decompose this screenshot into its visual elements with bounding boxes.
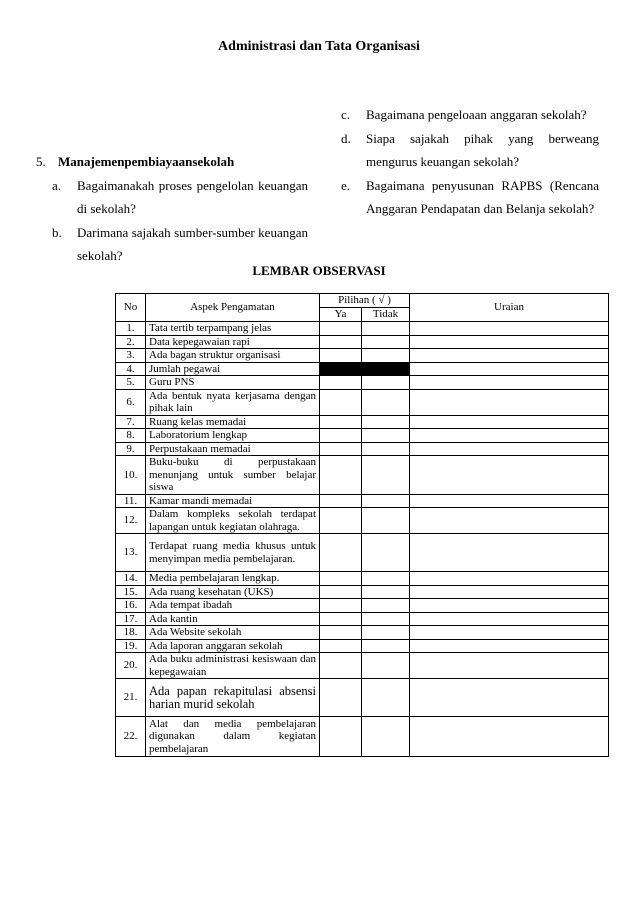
row-description[interactable] [410,335,609,349]
row-aspect: Laboratorium lengkap [146,429,320,443]
row-number: 12. [116,508,146,534]
section-heading [36,150,308,174]
row-number: 2. [116,335,146,349]
row-number: 15. [116,585,146,599]
row-description[interactable] [410,389,609,415]
row-number: 22. [116,717,146,757]
row-aspect: Ada bagan struktur organisasi [146,349,320,363]
checkbox-no[interactable] [362,456,410,495]
row-description[interactable] [410,639,609,653]
row-aspect: Data kepegawaian rapi [146,335,320,349]
question-text [366,127,599,174]
row-aspect: Ada bentuk nyata kerjasama dengan pihak lain [146,389,320,415]
checkbox-yes[interactable] [320,653,362,679]
table-row [116,376,609,390]
table-row [116,599,609,613]
row-aspect: Ada laporan anggaran sekolah [146,639,320,653]
table-row [116,456,609,495]
row-description[interactable] [410,456,609,495]
question-b [52,221,308,268]
checkbox-no[interactable] [362,572,410,586]
row-description[interactable] [410,679,609,717]
header-aspect: Aspek Pengamatan [146,294,320,322]
checkbox-no[interactable] [362,626,410,640]
question-line: Bagaimanakah proses pengelolan keuangan [77,177,308,193]
question-e [341,174,599,221]
row-number: 21. [116,679,146,717]
table-row [116,626,609,640]
row-description[interactable] [410,349,609,363]
checkbox-no[interactable] [362,442,410,456]
row-number: 7. [116,415,146,429]
header-description: Uraian [410,294,609,322]
checkbox-no[interactable] [362,585,410,599]
table-row [116,717,609,757]
table-row [116,429,609,443]
table-row [116,612,609,626]
observation-rows [116,322,609,757]
question-line: Bagaimana penyusunan RAPBS (Rencana [366,177,599,193]
row-number: 10. [116,456,146,495]
row-number: 1. [116,322,146,336]
table-row [116,389,609,415]
table-row [116,494,609,508]
row-description[interactable] [410,508,609,534]
table-row [116,534,609,572]
observation-title: LEMBAR OBSERVASI [252,263,386,278]
row-aspect: Terdapat ruang media khusus untuk menyimpan media pembelajaran. [146,534,320,572]
checkbox-yes[interactable] [320,322,362,336]
checkbox-no[interactable] [362,494,410,508]
row-description[interactable] [410,376,609,390]
row-number: 11. [116,494,146,508]
row-aspect: Ada ruang kesehatan (UKS) [146,585,320,599]
row-description[interactable] [410,442,609,456]
checkbox-no[interactable] [362,653,410,679]
table-row [116,639,609,653]
table-row [116,585,609,599]
checkbox-no[interactable] [362,679,410,717]
checkbox-no[interactable] [362,376,410,390]
question-line: mengurus keuangan sekolah? [366,154,520,169]
checkbox-yes[interactable] [320,389,362,415]
row-aspect: Tata tertib terpampang jelas [146,322,320,336]
table-row [116,415,609,429]
question-a [52,174,308,221]
row-aspect: Ada buku administrasi kesiswaan dan kepegawaian [146,653,320,679]
table-row [116,653,609,679]
row-number: 8. [116,429,146,443]
checkbox-yes[interactable] [320,362,362,376]
row-aspect: Dalam kompleks sekolah terdapat lapangan untuk kegiatan olahraga. [146,508,320,534]
checkbox-yes[interactable] [320,585,362,599]
checkbox-no[interactable] [362,362,410,376]
section-title: Manajemenpembiayaansekolah [58,154,235,169]
row-number: 5. [116,376,146,390]
row-description[interactable] [410,494,609,508]
row-aspect: Guru PNS [146,376,320,390]
checkbox-no[interactable] [362,534,410,572]
checkbox-yes[interactable] [320,456,362,495]
table-row [116,335,609,349]
checkbox-yes[interactable] [320,429,362,443]
row-aspect: Kamar mandi memadai [146,494,320,508]
questions-right-column [341,103,599,221]
row-description[interactable] [410,362,609,376]
table-row [116,679,609,717]
row-number: 6. [116,389,146,415]
table-row [116,572,609,586]
checkbox-yes[interactable] [320,626,362,640]
checkbox-yes[interactable] [320,349,362,363]
header-yes: Ya [320,308,362,322]
question-d [341,127,599,174]
checkbox-yes[interactable] [320,534,362,572]
question-text [77,221,308,268]
checkbox-no[interactable] [362,415,410,429]
row-description[interactable] [410,585,609,599]
checkbox-yes[interactable] [320,508,362,534]
row-number: 9. [116,442,146,456]
checkbox-no[interactable] [362,717,410,757]
row-description[interactable] [410,322,609,336]
row-description[interactable] [410,534,609,572]
row-aspect: Alat dan media pembelajaran digunakan dalam kegiatan pembelajaran [146,717,320,757]
table-row [116,362,609,376]
row-description[interactable] [410,612,609,626]
checkbox-yes[interactable] [320,639,362,653]
checkbox-yes[interactable] [320,599,362,613]
row-description[interactable] [410,599,609,613]
checkbox-yes[interactable] [320,415,362,429]
question-c [341,103,599,127]
checkbox-yes[interactable] [320,679,362,717]
row-aspect: Ada tempat ibadah [146,599,320,613]
table-row [116,322,609,336]
checkbox-yes[interactable] [320,376,362,390]
checkbox-no[interactable] [362,639,410,653]
row-number: 20. [116,653,146,679]
question-line: Anggaran Pendapatan dan Belanja sekolah? [366,201,595,216]
row-description[interactable] [410,626,609,640]
checkbox-yes[interactable] [320,494,362,508]
question-line: di sekolah? [77,201,136,216]
question-label: a. [52,177,62,193]
row-aspect: Ada kantin [146,612,320,626]
checkbox-no[interactable] [362,429,410,443]
header-choice: Pilihan ( √ ) [320,294,410,308]
row-number: 17. [116,612,146,626]
row-aspect: Media pembelajaran lengkap. [146,572,320,586]
row-number: 13. [116,534,146,572]
row-description[interactable] [410,572,609,586]
checkbox-no[interactable] [362,335,410,349]
question-label: e. [341,177,351,193]
checkbox-yes[interactable] [320,717,362,757]
row-aspect: Ada Website sekolah [146,626,320,640]
checkbox-no[interactable] [362,508,410,534]
row-description[interactable] [410,717,609,757]
checkbox-no[interactable] [362,612,410,626]
row-description[interactable] [410,429,609,443]
table-row [116,442,609,456]
question-line: Bagaimana pengeloaan anggaran sekolah? [366,107,587,122]
checkbox-yes[interactable] [320,572,362,586]
section-number: 5. [36,154,46,169]
row-aspect: Perpustakaan memadai [146,442,320,456]
header-no: No [116,294,146,322]
question-text [77,174,308,221]
row-description[interactable] [410,653,609,679]
checkbox-no[interactable] [362,599,410,613]
table-row [116,508,609,534]
page-title: Administrasi dan Tata Organisasi [218,39,420,54]
question-label: d. [341,130,351,146]
question-line: Darimana sajakah sumber-sumber keuangan [77,224,308,240]
question-line: Siapa sajakah pihak yang berweang [366,130,599,146]
question-line: sekolah? [77,248,123,263]
table-row [116,349,609,363]
question-text [366,174,599,221]
row-aspect: Buku-buku di perpustakaan menunjang untuk sumber belajar siswa [146,456,320,495]
question-label: b. [52,224,62,240]
checkbox-yes[interactable] [320,335,362,349]
row-aspect: Ruang kelas memadai [146,415,320,429]
checkbox-no[interactable] [362,389,410,415]
questions-left-column [36,150,308,268]
checkbox-no[interactable] [362,349,410,363]
checkbox-no[interactable] [362,322,410,336]
row-number: 3. [116,349,146,363]
observation-table [115,293,609,757]
header-no-choice: Tidak [362,308,410,322]
row-number: 18. [116,626,146,640]
checkbox-yes[interactable] [320,442,362,456]
row-number: 19. [116,639,146,653]
row-description[interactable] [410,415,609,429]
row-aspect: Ada papan rekapitulasi absensi harian murid sekolah [146,679,320,717]
row-number: 4. [116,362,146,376]
row-number: 16. [116,599,146,613]
checkbox-yes[interactable] [320,612,362,626]
question-label: c. [341,107,351,122]
row-aspect: Jumlah pegawai [146,362,320,376]
row-number: 14. [116,572,146,586]
